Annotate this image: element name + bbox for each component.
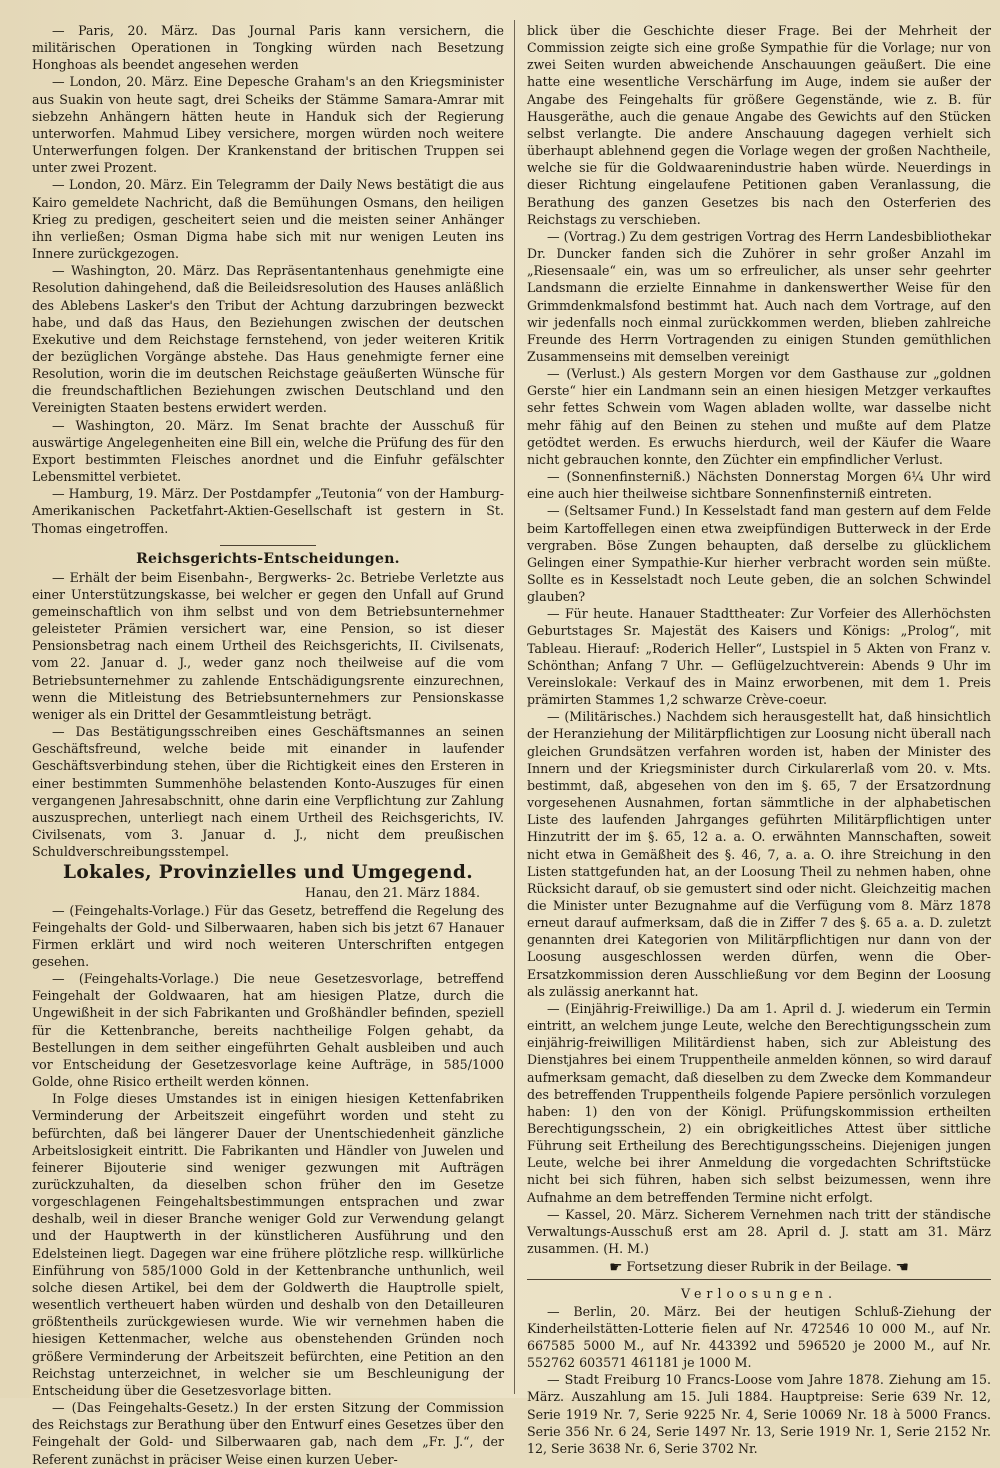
lokal-einjaehrig: — (Einjährig-Freiwillige.) Da am 1. April d. J. wiederum ein Termin eintritt, an welchem junge Leute, welche den Berechtigungsschein zum einjährig-freiwilligen Militärdienst haben, sich zur Ableistung des Dienstjahres bei einem Truppentheile anmelden können, so wird darauf aufmerksam gemacht, daß dieselben zu dem Zwecke dem Kommandeur des betreffenden Truppentheils folgende Papiere persönlich vorzulegen haben: 1) den von der Königl. Prüfungskommission ertheilten Berechtigungsschein, 2) ein obrigkeitliches Attest über sittliche Führung seit Ertheilung des Berechtigungsscheins. Diejenigen jungen Leute, welche bei ihrer Anmeldung die vorgedachten Schriftstücke nicht bei sich führen, haben sich selbst beizumessen, wenn ihre Aufnahme an dem betreffenden Termine nicht erfolgt. bbox=[527, 1000, 991, 1205]
lokal-vortrag: — (Vortrag.) Zu dem gestrigen Vortrag des Herrn Landesbibliothekar Dr. Duncker fanden sich die Zuhörer in sehr großer Anzahl im „Riesensaale“ ein, was um so erfreulicher, als unser sehr geehrter Landsmann die erzielte Einnahme in dankenswerther Weise für den Grimmdenkmalsfond bestimmt hat. Auch nach dem Vortrage, auf den wir jedenfalls noch einmal zurückkommen werden, blieben zahlreiche Freunde des Herrn Vortragenden zu einigen Stunden gemüthlichen Zusammenseins mit demselben vereinigt bbox=[527, 228, 991, 364]
reichsgericht-heading: Reichsgerichts-Entscheidungen. bbox=[136, 550, 400, 567]
section-divider bbox=[220, 545, 316, 546]
reichsgericht-entry-1: — Erhält der beim Eisenbahn-, Bergwerks- 2c. Betriebe Verletzte aus einer Unterstützungskasse, bei welcher er gegen den Unfall auf Grund gemeinschaftlich von ihm selbst und von dem Betriebsunternehmer geleisteter Prämien versichert war, eine Pension, so ist dieser Pensionsbetrag nach einem Urtheil des Reichsgerichts, II. Civilsenats, vom 22. Januar d. J., weder ganz noch theilweise auf die vom Betriebsunternehmer zu zahlende Entschädigungsrente einzurechnen, wenn die Mitleistung des Betriebsunternehmers zur Pensionskasse weniger als ein Drittel der Gesammtleistung beträgt. bbox=[32, 569, 504, 722]
verloosung-divider bbox=[527, 1279, 991, 1280]
lokales-heading: Lokales, Provinzielles und Umgegend. bbox=[62, 862, 474, 884]
lokal-fuer-heute: — Für heute. Hanauer Stadttheater: Zur Vorfeier des Allerhöchsten Geburtstages Sr. Majestät des Kaisers und Königs: „Prolog“, mit Tableau. Hierauf: „Roderich Heller“, Lustspiel in 5 Akten von Franz v. Schönthan; Anfang 7 Uhr. — Geflügelzuchtverein: Abends 9 Uhr im Vereinslokale: Verkauf des in Mainz erworbenen, mit dem 1. Preis prämirten Stammes 1,2 schwarze Crève-coeur. bbox=[527, 606, 991, 708]
fortsetzung-text: Fortsetzung dieser Rubrik in der Beilage. bbox=[626, 1259, 892, 1275]
lokal-verlust: — (Verlust.) Als gestern Morgen vor dem Gasthause zur „goldnen Gerste“ hier ein Landmann sein an einen hiesigen Metzger verkauftes sehr fettes Schwein vom Wagen abladen wollte, war dasselbe nicht mehr fähig auf den Beinen zu stehen und mußte auf dem Platze getödtet werden. Es erwuchs hierdurch, weil der Käufer die Waare nicht gebrauchen konnte, den Züchter ein empfindlicher Verlust. bbox=[527, 366, 991, 467]
pointing-hand-right-icon: ☚ bbox=[895, 1258, 909, 1277]
news-london-2: — London, 20. März. Ein Telegramm der Daily News bestätigt die aus Kairo gemeldete Nachricht, daß die Bemühungen Osmans, den heiligen Krieg zu predigen, gescheitert seien und die meisten seiner Anhänger ihn verließen; Osman Digma habe sich mit nur wenigen Leuten ins Innere zurückgezogen. bbox=[32, 177, 504, 262]
fortsetzung-line bbox=[527, 1258, 991, 1276]
lokal-feingehalt-1: — (Feingehalts-Vorlage.) Für das Gesetz, betreffend die Regelung des Feingehalts der Gold- und Silberwaaren, haben sich bis jetzt 67 Hanauer Firmen erklärt und wird noch weiteren Unterschriften entgegen gesehen. bbox=[32, 902, 504, 969]
news-paris: — Paris, 20. März. Das Journal Paris kann versichern, die militärischen Operationen in Tongking würden nach Besetzung Honghoas als beendet angesehen werden bbox=[32, 23, 504, 73]
news-hamburg: — Hamburg, 19. März. Der Postdampfer „Teutonia“ von der Hamburg-Amerikanischen Packetfahrt-Aktien-Gesellschaft ist gestern in St. Thomas eingetroffen. bbox=[32, 486, 504, 536]
lokal-feingehalt-gesetz: — (Das Feingehalts-Gesetz.) In der ersten Sitzung der Commission des Reichstags zur Berathung über den Entwurf eines Gesetzes über den Feingehalt der Gold- und Silberwaaren gab, nach dem „Fr. J.“, der Referent zunächst in präciser Weise einen kurzen Ueber- bbox=[32, 1400, 504, 1467]
reichsgericht-entry-2: — Das Bestätigungsschreiben eines Geschäftsmannes an seinen Geschäftsfreund, welche beide mit einander in laufender Geschäftsverbindung stehen, über die Richtigkeit eines den Ersteren in einer bestimmten Summenhöhe belastenden Konto-Auszuges für einen vergangenen Jahresabschnitt, ohne darin eine Verpflichtung zur Zahlung auszusprechen, unterliegt nach einem Urtheil des Reichsgerichts, IV. Civilsenats, vom 3. Januar d. J., nicht dem preußischen Schuldverschreibungsstempel. bbox=[32, 724, 504, 860]
kassel-signature: (H. M.) bbox=[603, 1241, 649, 1257]
news-london-1: — London, 20. März. Eine Depesche Graham's an den Kriegsminister aus Suakin von heute sagt, drei Scheiks der Stämme Samara-Amrar mit siebzehn Anhängern hätten heute in Handuk sich der Regierung unterworfen. Mahmud Libey versichere, morgen würden noch weitere Unterwerfungen folgen. Der Krankenstand der britischen Truppen sei unter zwei Prozent. bbox=[32, 74, 504, 176]
continued-feingehalt: blick über die Geschichte dieser Frage. Bei der Mehrheit der Commission zeigte sich eine große Sympathie für die Vorlage; nur von zwei Seiten wurden abweichende Anschauungen geäußert. Die eine hatte eine wesentliche Verschärfung im Auge, indem sie außer der Angabe des Feingehalts für größere Gegenstände, wie z. B. für Hausgeräthe, auch die genaue Angabe des Gewichts auf den Stücken selbst verlangte. Die andere Anschauung dagegen verhielt sich überhaupt ablehnend gegen die Vorlage wegen der großen Nachtheile, welche sie für die Goldwaarenindustrie haben würde. Neuerdings in dieser Richtung eingelaufene Petitionen gaben Veranlassung, die Berathung des ganzen Gesetzes bis nach den Osterferien des Reichstags zu verschieben. bbox=[527, 23, 991, 227]
verloosungen-heading: Verloosungen. bbox=[681, 1286, 837, 1302]
lokal-kassel bbox=[527, 1206, 991, 1257]
column-rule bbox=[514, 20, 515, 1394]
left-column bbox=[32, 22, 504, 1467]
verloosung-freiburg: — Stadt Freiburg 10 Francs-Loose vom Jahre 1878. Ziehung am 15. März. Auszahlung am 15. Juli 1884. Hauptpreise: Serie 639 Nr. 12, Serie 1919 Nr. 7, Serie 9225 Nr. 4, Serie 10069 Nr. 18 à 5000 Francs. Serie 356 Nr. 6 24, Serie 1497 Nr. 13, Serie 1919 Nr. 1, Serie 2152 Nr. 12, Serie 3638 Nr. 6, Serie 3702 Nr. bbox=[527, 1372, 991, 1456]
kassel-text: — Kassel, 20. März. Sicherem Vernehmen nach tritt der ständische Verwaltungs-Ausschuß erst am 28. April d. J. statt am 31. März zusammen. bbox=[527, 1206, 991, 1257]
right-column bbox=[527, 22, 991, 1456]
dateline: Hanau, den 21. März 1884. bbox=[304, 885, 480, 901]
lokal-sonnenfinsternis: — (Sonnenfinsterniß.) Nächsten Donnerstag Morgen 6¼ Uhr wird eine auch hier theilweise sichtbare Sonnenfinsterniß eintreten. bbox=[527, 469, 991, 502]
pointing-hand-left-icon: ☛ bbox=[609, 1258, 623, 1277]
lokal-feingehalt-2: — (Feingehalts-Vorlage.) Die neue Gesetzesvorlage, betreffend Feingehalt der Goldwaaren, hat am hiesigen Platze, durch die Ungewißheit in der sich Fabrikanten und Großhändler befinden, speziell für die Kettenbranche, bereits nachtheilige Folgen gehabt, da Bestellungen in dem seither eingeführten Gehalt ausbleiben und auch vor Entscheidung der Gesetzesvorlage keine Aufträge, in 585/1000 Golde, ohne Risico ertheilt werden können. bbox=[32, 971, 504, 1090]
news-washington-2: — Washington, 20. März. Im Senat brachte der Ausschuß für auswärtige Angelegenheiten eine Bill ein, welche die Prüfung des für den Export bestimmten Fleisches anordnet und die Einfuhr gefälschter Lebensmittel verbietet. bbox=[32, 417, 504, 485]
news-washington-1: — Washington, 20. März. Das Repräsentantenhaus genehmigte eine Resolution dahingehend, daß die Beileidsresolution des Hauses anläßlich des Ablebens Lasker's den Tribut der Achtung darzubringen bezweckt habe, und daß das Haus, den Beziehungen zwischen der deutschen Exekutive und dem Reichstage fernstehend, von jeder weiteren Kritik der bezüglichen Vorgänge abstehe. Das Haus genehmigte ferner eine Resolution, worin die im deutschen Reichstage geäußerten Wünsche für die freundschaftlichen Beziehungen zwischen Deutschland und den Vereinigten Staaten bestens erwidert werden. bbox=[32, 263, 504, 416]
lokal-militaerisches: — (Militärisches.) Nachdem sich herausgestellt hat, daß hinsichtlich der Heranziehung der Militärpflichtigen zur Loosung nicht überall nach gleichen Grundsätzen verfahren worden ist, haben der Minister des Innern und der Kriegsminister durch Cirkularerlaß vom 20. v. Mts. bestimmt, daß, abgesehen von den im §. 65, 7 der Ersatzordnung vorgesehenen Ausnahmen, fortan sämmtliche in der alphabetischen Liste des laufenden Jahrganges geführten Militärpflichtigen unter Hinzutritt der im §. 65, 12 a. a. O. erwähnten Mannschaften, soweit nicht etwa in Gemäßheit des §. 46, 7, a. a. O. ihre Streichung in den Listen stattgefunden hat, an der Loosung Theil zu nehmen haben, ohne Rücksicht darauf, ob sie gemustert sind oder nicht. Gleichzeitig machen die Minister unter Bezugnahme auf die Verfügung vom 8. März 1878 erneut darauf aufmerksam, daß die in Ziffer 7 des §. 65 a. a. D. zuletzt genannten drei Kategorien von Militärpflichtigen nur dann von der Loosung ausgeschlossen werden dürfen, wenn die Ober-Ersatzkommission deren Ausschließung vor dem Beginn der Loosung als zulässig anerkannt hat. bbox=[527, 709, 991, 999]
lokal-seltsamer-fund: — (Seltsamer Fund.) In Kesselstadt fand man gestern auf dem Felde beim Kartoffellegen einen etwa zweipfündigen Butterweck in der Erde vergraben. Böse Zungen behaupten, daß derselbe zu glücklichem Gelingen einer Sympathie-Kur hierher verbracht worden sein müßte. Sollte es in Kesselstadt noch Leute geben, die an solchen Schwindel glauben? bbox=[527, 503, 991, 605]
verloosung-berlin: — Berlin, 20. März. Bei der heutigen Schluß-Ziehung der Kinderheilstätten-Lotterie fielen auf Nr. 472546 10 000 M., auf Nr. 667585 5000 M., auf Nr. 443392 und 596520 je 2000 M., auf Nr. 552762 603571 461181 je 1000 M. bbox=[527, 1303, 991, 1371]
lokal-feingehalt-3: In Folge dieses Umstandes ist in einigen hiesigen Kettenfabriken Verminderung der Arbeitszeit eingeführt worden und steht zu befürchten, daß bei längerer Dauer der Unentschiedenheit gänzliche Arbeitslosigkeit eintritt. Die Fabrikanten und Händler von Juwelen und feinerer Bijouterie sind weniger gezwungen mit Aufträgen zurückzuhalten, da dieselben schon früher den im Gesetze vorgeschlagenen Feingehaltsbestimmungen entsprachen und zwar deshalb, weil in dieser Branche weniger Gold zur Verwendung gelangt und der Hauptwerth in der künstlicheren Ausführung und den Edelsteinen liegt. Dagegen war eine frühere plötzliche resp. willkürliche Einführung von 585/1000 Gold in der Kettenbranche unthunlich, weil solche diesen Artikel, bei dem der Goldwerth die Hauptrolle spielt, wesentlich vertheuert haben würden und deshalb von den Detailleuren größtentheils zurückgewiesen wurde. Wie wir vernehmen haben die hiesigen Kettenmacher, welche aus obenstehenden Gründen noch größere Verminderung der Arbeitszeit befürchten, eine Petition an den Reichstag unterzeichnet, in welcher sie um Beschleunigung der Entscheidung über die Gesetzesvorlage bitten. bbox=[32, 1091, 504, 1398]
